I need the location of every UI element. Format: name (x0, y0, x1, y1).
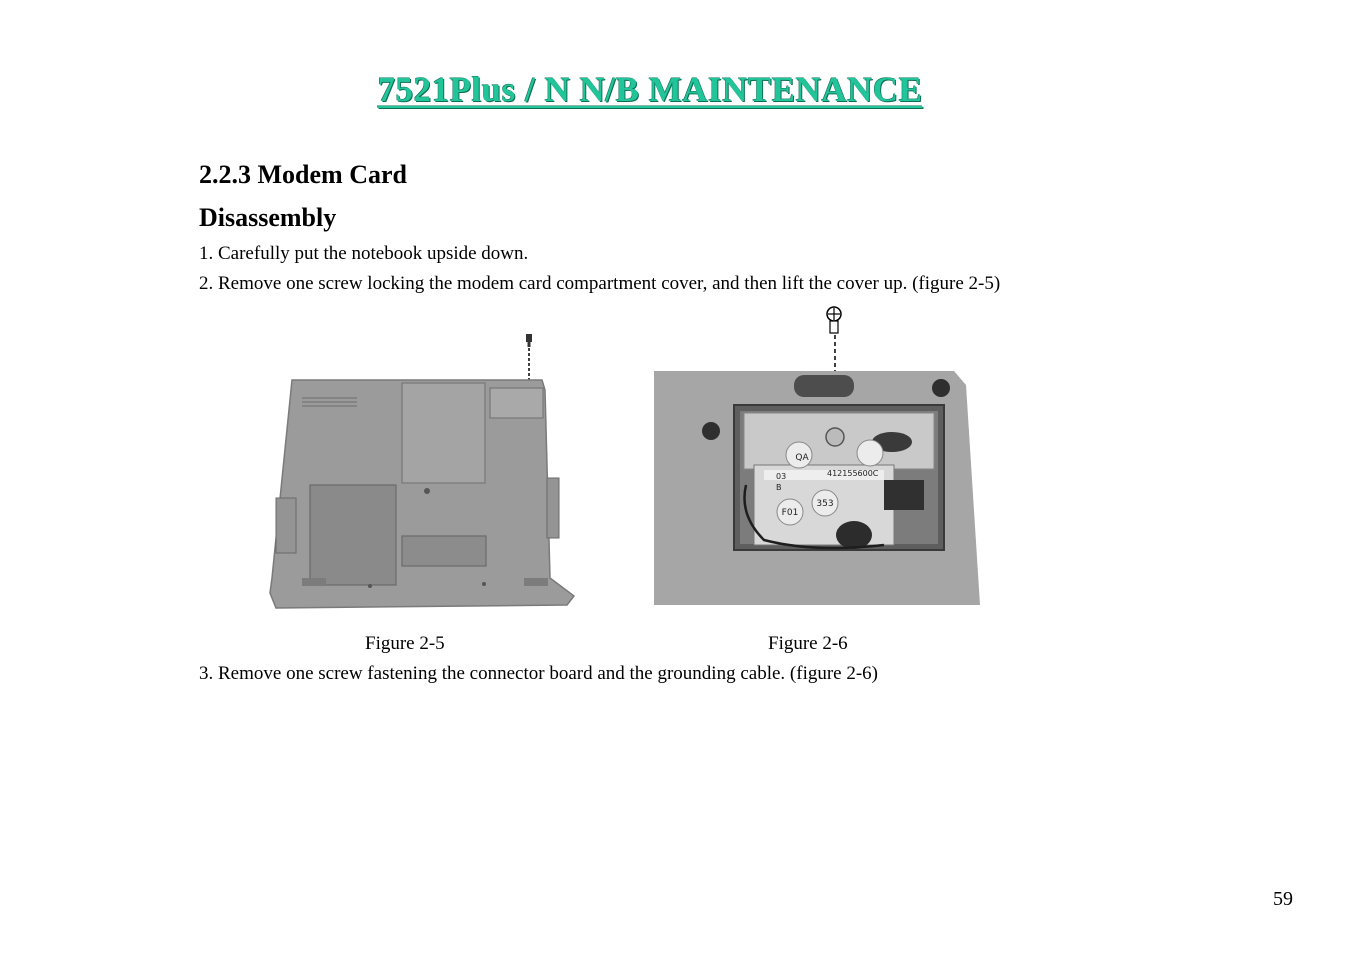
board-label: 353 (816, 499, 834, 509)
board-label: 03 (776, 472, 787, 481)
board-label: 412155600C (827, 469, 879, 478)
figure-2-5-caption: Figure 2-5 (365, 633, 445, 654)
figure-2-6-caption: Figure 2-6 (768, 633, 848, 654)
subsection-heading: Disassembly (199, 203, 337, 232)
section-heading: 2.2.3 Modem Card (199, 160, 407, 189)
board-label: B (776, 483, 782, 492)
board-label: QA (795, 453, 809, 463)
figure-2-6-image (654, 305, 984, 610)
step-1-text: 1. Carefully put the notebook upside down. (199, 243, 529, 264)
figure-2-5-image (262, 328, 582, 613)
screw-icon (827, 307, 841, 333)
screw-icon (526, 334, 532, 347)
step-2-text: 2. Remove one screw locking the modem card compartment cover, and then lift the cover up. (figure 2-5) (199, 273, 1001, 294)
page-number: 59 (1273, 888, 1293, 910)
page-title: 7521Plus / N N/B MAINTENANCE (377, 70, 923, 109)
step-3-text: 3. Remove one screw fastening the connector board and the grounding cable. (figure 2-6) (199, 663, 879, 684)
board-label: F01 (781, 508, 799, 518)
